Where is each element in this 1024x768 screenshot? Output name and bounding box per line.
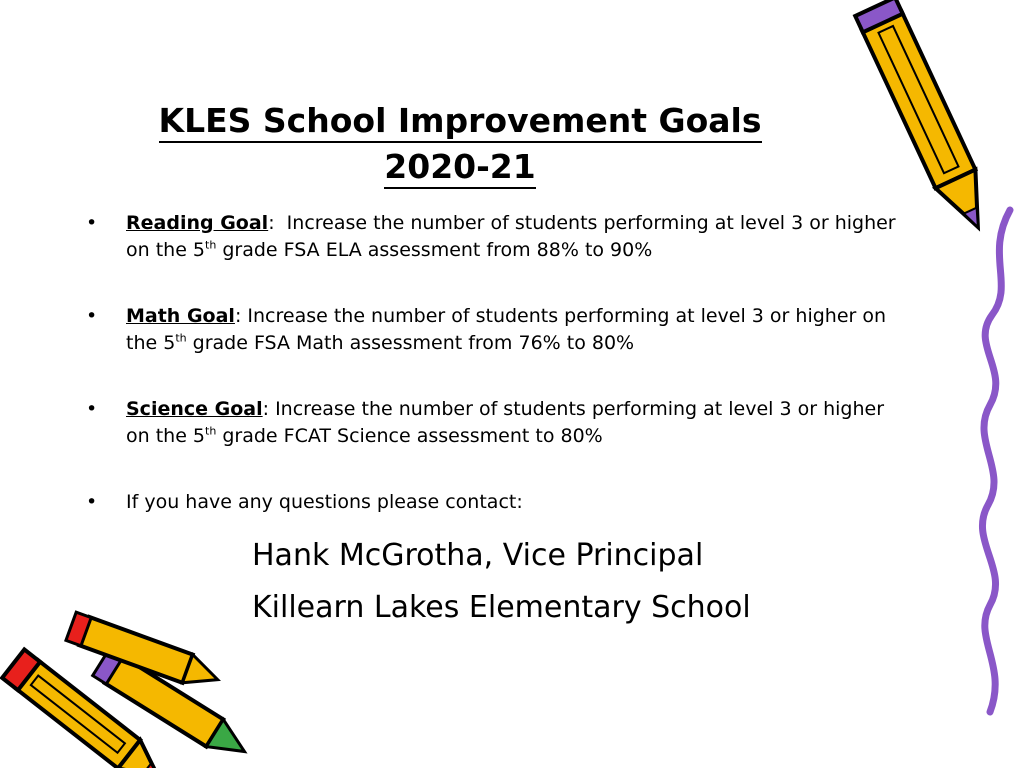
goal-label: Science Goal bbox=[126, 398, 263, 420]
goal-text: Increase the number of students performing at level 3 or higher on the 5 bbox=[126, 212, 896, 261]
bullet-icon: • bbox=[86, 491, 98, 513]
goals-list bbox=[80, 210, 910, 555]
bullet-icon: • bbox=[86, 398, 98, 420]
goal-ordinal: th bbox=[205, 424, 217, 438]
list-item-science-goal bbox=[80, 396, 910, 450]
goal-text-end: grade FSA ELA assessment from 88% to 90% bbox=[216, 239, 653, 261]
goal-label: Reading Goal bbox=[126, 212, 269, 234]
title-line-1: KLES School Improvement Goals bbox=[159, 101, 762, 143]
bullet-icon: • bbox=[86, 212, 98, 234]
goal-text: Increase the number of students performing at level 3 or higher on the 5 bbox=[126, 398, 885, 447]
goal-separator: : bbox=[234, 305, 248, 327]
goal-ordinal: th bbox=[205, 238, 217, 252]
goal-separator: : bbox=[268, 212, 287, 234]
goal-text-end: grade FSA Math assessment from 76% to 80% bbox=[186, 332, 635, 354]
title-line-2: 2020-21 bbox=[384, 147, 535, 189]
list-item-reading-goal bbox=[80, 210, 910, 264]
goal-ordinal: th bbox=[175, 331, 187, 345]
contact-name: Hank McGrotha, Vice Principal bbox=[252, 538, 704, 573]
contact-school: Killearn Lakes Elementary School bbox=[252, 590, 751, 625]
goal-text-end: grade FCAT Science assessment to 80% bbox=[216, 425, 603, 447]
goal-separator: : bbox=[262, 398, 276, 420]
bullet-icon: • bbox=[86, 305, 98, 327]
goal-text: Increase the number of students performing at level 3 or higher on the 5 bbox=[126, 305, 887, 354]
page-title bbox=[100, 98, 820, 190]
goal-label: Math Goal bbox=[126, 305, 235, 327]
list-item-contact-prompt bbox=[80, 489, 910, 516]
contact-prompt-text: If you have any questions please contact: bbox=[126, 491, 523, 513]
list-item-math-goal bbox=[80, 303, 910, 357]
